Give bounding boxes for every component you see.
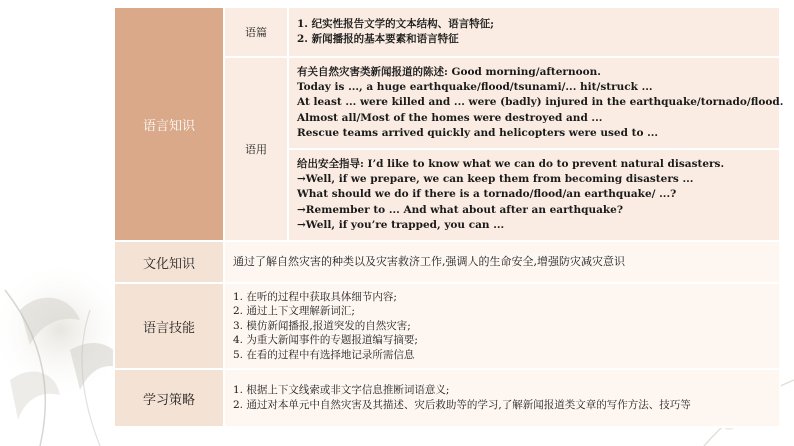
category-learning-strategies [114, 369, 224, 427]
discourse-line: 1. 纪实性报告文学的文本结构、语言特征; [297, 17, 494, 30]
skills-line: 2. 通过上下文理解新词汇; [233, 305, 355, 318]
usage-block-2 [288, 149, 780, 241]
curriculum-table [113, 6, 784, 428]
strategies-content [224, 369, 780, 427]
skills-line: 4. 为重大新闻事件的专题报道编写摘要; [233, 334, 418, 347]
skills-line: 5. 在看的过程中有选择地记录所需信息 [233, 348, 415, 361]
usage-line: →Well, if you’re trapped, you can ... [297, 218, 505, 231]
subcategory-discourse [224, 7, 288, 57]
skills-content [224, 283, 780, 369]
subcategory-label: 语用 [245, 143, 267, 156]
subcategory-label: 语篇 [245, 26, 267, 39]
discourse-line: 2. 新闻播报的基本要素和语言特征 [297, 33, 459, 45]
category-cultural-knowledge [114, 241, 224, 283]
skills-line: 1. 在听的过程中获取具体细节内容; [233, 290, 397, 303]
category-label: 学习策略 [142, 392, 195, 408]
category-language-knowledge [114, 7, 224, 241]
strategies-line: 1. 根据上下文线索或非文字信息推断词语意义; [233, 383, 450, 396]
usage-line: 给出安全指导: I’d like to know what we can do to prevent natural disasters. [297, 157, 725, 170]
category-label: 文化知识 [142, 256, 195, 272]
discourse-content [288, 7, 780, 57]
cultural-text: 通过了解自然灾害的种类以及灾害救济工作,强调人的生命安全,增强防灾减灾意识 [233, 255, 625, 269]
skills-line: 3. 模仿新闻播报,报道突发的自然灾害; [233, 319, 411, 332]
usage-line: Almost all/Most of the homes were destroyed and ... [297, 111, 603, 124]
strategies-line: 2. 通过对本单元中自然灾害及其描述、灾后救助等的学习,了解新闻报道类文章的写作方法、技巧等 [233, 399, 691, 411]
subcategory-usage [224, 57, 288, 241]
usage-block-1 [288, 57, 784, 149]
usage-line: →Well, if we prepare, we can keep them from becoming disasters ... [297, 173, 694, 186]
cultural-content [224, 241, 780, 283]
category-label: 语言技能 [142, 320, 195, 336]
usage-line: →Remember to ... And what about after an earthquake? [297, 203, 624, 216]
usage-line: Today is ..., a huge earthquake/flood/tsunami/... hit/struck ... [297, 81, 653, 94]
category-language-skills [114, 283, 224, 369]
usage-line: At least ... were killed and ... were (badly) injured in the earthquake/tornado/flood. [297, 96, 784, 109]
usage-line: What should we do if there is a tornado/flood/an earthquake/ ...? [297, 188, 677, 201]
usage-line: Rescue teams arrived quickly and helicopters were used to ... [297, 126, 659, 139]
category-label: 语言知识 [142, 118, 195, 134]
usage-line: 有关自然灾害类新闻报道的陈述: Good morning/afternoon. [297, 65, 601, 78]
